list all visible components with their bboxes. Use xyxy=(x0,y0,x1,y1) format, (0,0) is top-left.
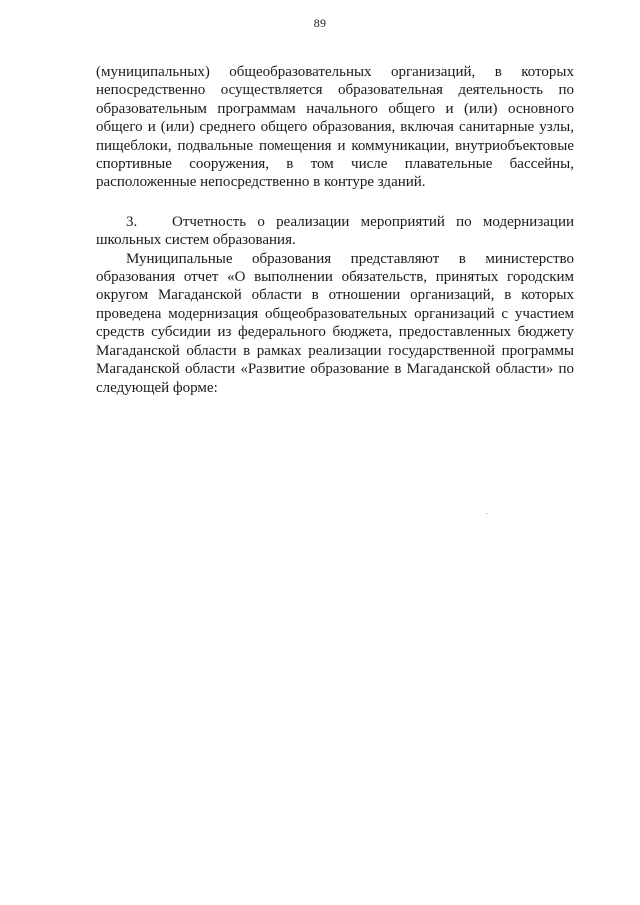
page-number: 89 xyxy=(313,16,327,30)
section-heading: Отчетность о реализации мероприятий по модернизации школьных систем образования. xyxy=(96,213,574,249)
continuation-paragraph: (муниципальных) общеобразовательных организаций, в которых непосредственно осуществляется образовательная деятельность по образовательным программам начального общего и (или) основного общего и (или) среднего общего образования, включая санитарные узлы, пищеблоки, подвальные помещения и коммуникации, внутриобъектовые спортивные сооружения, в том числе плавательные бассейны, расположенные непосредственно в контуре зданий. xyxy=(96,64,574,191)
section-number: 3. xyxy=(126,213,138,230)
body-paragraph: Муниципальные образования представляют в министерство образования отчет «О выполнении обязательств, принятых городским округом Магаданской области в отношении организаций, в которых проведена модернизация общеобразовательных организаций с участием средств субсидии из федерального бюджета, предоставленных бюджету Магаданской области в рамках реализации государственной программы Магаданской области «Развитие образование в Магаданской области» по следующей форме: xyxy=(96,250,574,396)
section-heading-paragraph xyxy=(96,213,574,250)
document-body xyxy=(96,63,574,397)
scan-speck xyxy=(486,513,487,514)
